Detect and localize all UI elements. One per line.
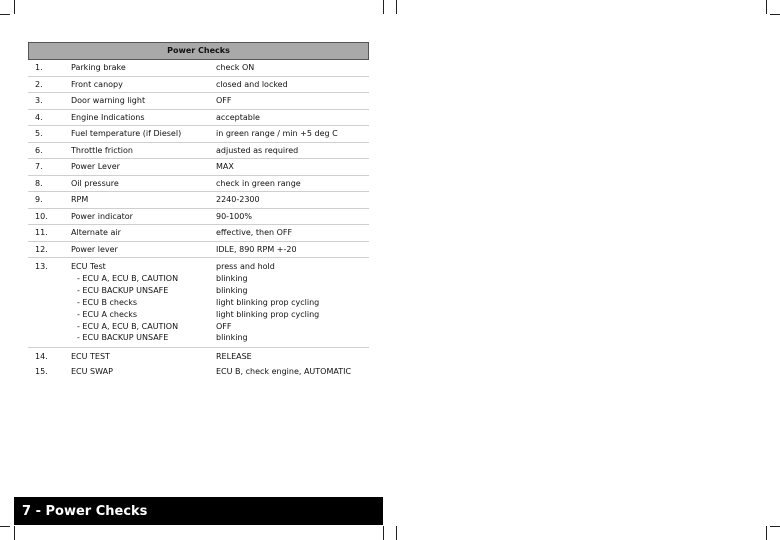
row-number: 3. bbox=[35, 96, 43, 106]
row-value: adjusted as required bbox=[216, 145, 299, 155]
sub-value: blinking bbox=[216, 273, 248, 283]
table-row bbox=[28, 364, 369, 380]
row-number: 11. bbox=[35, 228, 48, 238]
table-row bbox=[28, 176, 369, 193]
row-value: closed and locked bbox=[216, 79, 288, 89]
row-number: 13. bbox=[35, 262, 48, 271]
row-number: 5. bbox=[35, 129, 43, 139]
row-item: Oil pressure bbox=[71, 178, 119, 188]
table-row bbox=[28, 348, 369, 364]
table-row bbox=[28, 192, 369, 209]
row-item: Alternate air bbox=[71, 228, 121, 238]
row-value: MAX bbox=[216, 162, 234, 172]
table-row bbox=[28, 225, 369, 242]
row-number: 1. bbox=[35, 63, 43, 73]
row-number: 10. bbox=[35, 211, 48, 221]
row-value: press and hold bbox=[216, 262, 275, 271]
row-item: Throttle friction bbox=[71, 145, 133, 155]
row-item: Power indicator bbox=[71, 211, 133, 221]
sub-item: - ECU A, ECU B, CAUTION bbox=[77, 321, 179, 331]
crop-mark bbox=[14, 0, 15, 14]
sub-value: blinking bbox=[216, 333, 248, 343]
row-item: Fuel temperature (if Diesel) bbox=[71, 129, 182, 139]
sub-value: OFF bbox=[216, 321, 232, 331]
row-item: ECU SWAP bbox=[71, 367, 113, 377]
row-value: check ON bbox=[216, 63, 255, 73]
row-value: IDLE, 890 RPM +-20 bbox=[216, 244, 297, 254]
row-item: RPM bbox=[71, 195, 89, 205]
crop-mark bbox=[0, 526, 10, 527]
table-row bbox=[28, 60, 369, 77]
crop-mark bbox=[770, 526, 780, 527]
row-item: Parking brake bbox=[71, 63, 126, 73]
table-row bbox=[28, 93, 369, 110]
sub-item: - ECU A, ECU B, CAUTION bbox=[77, 273, 179, 283]
row-item: Front canopy bbox=[71, 79, 123, 89]
checklist-rows bbox=[28, 60, 369, 258]
crop-mark bbox=[383, 0, 384, 14]
crop-mark bbox=[770, 14, 780, 15]
row-number: 15. bbox=[35, 367, 48, 377]
row-number: 6. bbox=[35, 145, 43, 155]
table-title: Power Checks bbox=[28, 42, 369, 60]
sub-item: - ECU B checks bbox=[77, 297, 138, 307]
crop-mark bbox=[766, 0, 767, 14]
table-row bbox=[28, 209, 369, 226]
ecu-test-values bbox=[216, 261, 369, 344]
row-number: 4. bbox=[35, 112, 43, 122]
row-value: RELEASE bbox=[216, 351, 252, 361]
sub-item: - ECU BACKUP UNSAFE bbox=[77, 333, 169, 343]
row-value: check in green range bbox=[216, 178, 301, 188]
row-number: 14. bbox=[35, 351, 48, 361]
row-item: Door warning light bbox=[71, 96, 146, 106]
row-item: Engine Indications bbox=[71, 112, 145, 122]
row-value: 90-100% bbox=[216, 211, 252, 221]
table-row bbox=[28, 143, 369, 160]
crop-mark bbox=[766, 526, 767, 540]
row-item: Power Lever bbox=[71, 162, 120, 172]
crop-mark bbox=[383, 526, 384, 540]
checklist-tail-rows bbox=[28, 348, 369, 379]
sub-item: - ECU A checks bbox=[77, 309, 138, 319]
ecu-test-block bbox=[28, 258, 369, 348]
row-value: OFF bbox=[216, 96, 232, 106]
crop-mark bbox=[0, 14, 10, 15]
row-number: 7. bbox=[35, 162, 43, 172]
sub-value: blinking bbox=[216, 285, 248, 295]
power-checks-table bbox=[28, 42, 369, 379]
row-value: in green range / min +5 deg C bbox=[216, 129, 338, 139]
ecu-test-items bbox=[71, 261, 216, 344]
sub-item: - ECU BACKUP UNSAFE bbox=[77, 285, 169, 295]
row-value: ECU B, check engine, AUTOMATIC bbox=[216, 367, 352, 377]
crop-mark bbox=[396, 0, 397, 14]
row-value: 2240-2300 bbox=[216, 195, 260, 205]
table-row bbox=[28, 110, 369, 127]
table-row bbox=[28, 242, 369, 259]
crop-mark bbox=[396, 526, 397, 540]
row-item: ECU Test bbox=[71, 262, 106, 271]
row-number: 9. bbox=[35, 195, 43, 205]
row-number: 12. bbox=[35, 244, 48, 254]
row-item: Power lever bbox=[71, 244, 118, 254]
crop-mark bbox=[14, 526, 15, 540]
table-row bbox=[28, 159, 369, 176]
row-item: ECU TEST bbox=[71, 351, 110, 361]
row-value: acceptable bbox=[216, 112, 260, 122]
sub-value: light blinking prop cycling bbox=[216, 309, 320, 319]
table-row bbox=[28, 77, 369, 94]
table-row bbox=[28, 126, 369, 143]
row-value: effective, then OFF bbox=[216, 228, 293, 238]
row-number: 8. bbox=[35, 178, 43, 188]
sub-value: light blinking prop cycling bbox=[216, 297, 320, 307]
row-number: 2. bbox=[35, 79, 43, 89]
footer-section-title: 7 - Power Checks bbox=[14, 497, 383, 525]
